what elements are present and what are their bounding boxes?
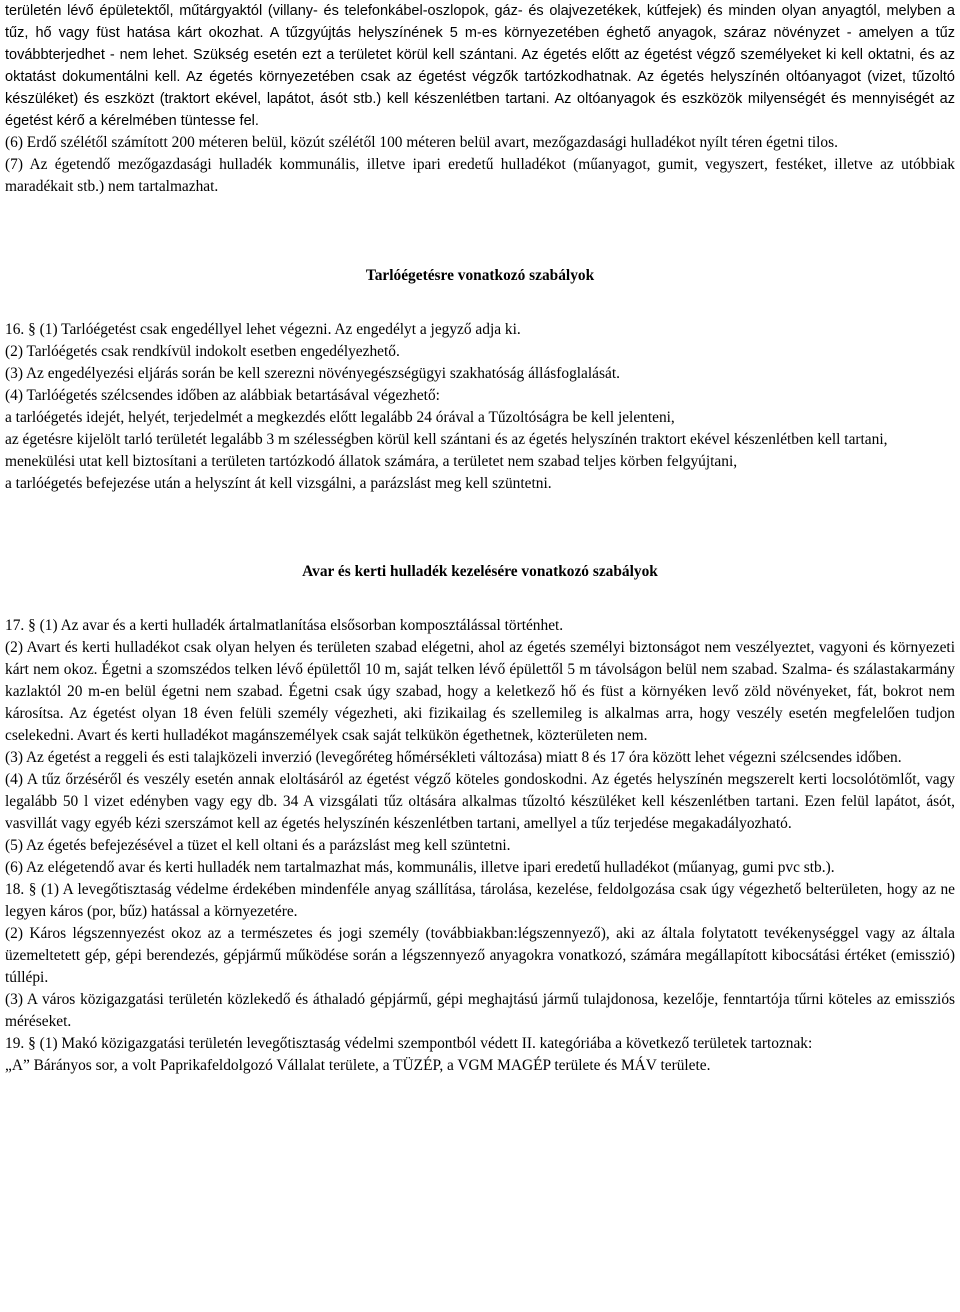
section-19-paragraph: 19. § (1) Makó közigazgatási területén levegőtisztaság védelmi szempontból védett II. kategóriába a következő területek tartoznak: (5, 1035, 813, 1052)
paragraph-6: (6) Erdő szélétől számított 200 méteren belül, közút szélétől 100 méteren belül avart, mezőgazdasági hulladékot nyílt téren égetni tilos. (5, 134, 838, 151)
list-item: a tarlóégetés idejét, helyét, terjedelmét a megkezdés előtt legalább 24 órával a Tűzoltóságra be kell jelenteni, (5, 409, 675, 426)
spacer (5, 198, 955, 265)
section-18-paragraph: (2) Káros légszennyezést okoz az a természetes és jogi személy (továbbiakban:légszennyező), aki az általa folytatott tevékenységgel vagy az általa üzemeltetett gép, gépi berendezés, gépjármű működése során a légszennyező anyagokra vonatkozó, számára megállapított kibocsátási értéket (emisszió) túllépi. (5, 925, 955, 986)
section-17-paragraph: (2) Avart és kerti hulladékot csak olyan helyen és területen szabad elégetni, ahol az égetés személyi biztonságot nem veszélyeztet, vagyoni és környezeti kárt nem okoz. Égetni a szomszédos telken lévő épülettől 10 m, saját telken lévő épülettől 5 m távolságon belül nem szabad. Szalma- és szálastakarmány kazlaktól 20 m-en belül égetni nem szabad. Égetni csak úgy szabad, hogy a keletkező hő és füst a környéken levő zöld növényeket, fát, bokrot nem károsítsa. Az égetést olyan 18 éven felüli személy végezheti, aki fizikailag és szellemileg is alkalmas arra, hogy veszély esetén megfelelően tudjon cselekedni. Avart és kerti hulladékot magánszemélyek csak saját telkükön égethetnek, közterületen nem. (5, 639, 955, 744)
section-18-paragraph: 18. § (1) A levegőtisztaság védelme érdekében mindenféle anyag szállítása, tárolása, kezelése, feldolgozása csak úgy végezhető belterületen, hogy az ne legyen káros (por, bűz) hatással a környezetére. (5, 881, 955, 920)
paragraph-7: (7) Az égetendő mezőgazdasági hulladék kommunális, illetve ipari eredetű hulladékot (műanyagot, gumit, vegyszert, festéket, illetve az utóbbiak maradékait stb.) nem tartalmazhat. (5, 156, 955, 195)
section-17-paragraph: (5) Az égetés befejezésével a tüzet el kell oltani és a parázslást meg kell szüntetni. (5, 837, 511, 854)
continuation-paragraph: területén lévő épületektől, műtárgyaktól (villany- és telefonkábel-oszlopok, gáz- és olajvezetékek, kútfejek) és minden olyan anyagtól, melyben a tűz, hő vagy füst hatása kárt okozhat. A tűzgyújtás helyszínének 5 m-es környezetében éghető anyagok, száraz növényzet - amelyen a tűz továbbterjedhet - nem lehet. Szükség esetén ezt a területet körül kell szántani. Az égetés előtt az égetést végző személyeket ki kell oktatni, és az oktatást dokumentálni kell. Az égetés környezetében csak az égetést végzők tartózkodhatnak. Az égetés helyszínén oltóanyagot (vizet, tűzoltó készüléket) és eszközt (traktort ekével, lapátot, ásót stb.) kell készenlétben tartani. Az oltóanyagok és eszközök milyenségét és mennyiségét az égetést kérő a kérelmében tüntesse fel. (5, 3, 955, 129)
section-19-paragraph: „A” Bárányos sor, a volt Paprikafeldolgozó Vállalat területe, a TÜZÉP, a VGM MAGÉP területe és MÁV területe. (5, 1057, 711, 1074)
section-17-paragraph: (4) A tűz őrzéséről és veszély esetén annak eloltásáról az égetést végző köteles gondoskodni. Az égetés helyszínén megszerelt kerti locsolótömlőt, vagy legalább 50 l vizet edényben vagy egy db. 34 A vizsgálati tűz oltására alkalmas tűzoltó készüléket kell készenlétben tartani. Ezen felül lapátot, ásót, vasvillát vagy egyéb kézi szerszámot kell az égetés helyszínén készenlétben tartani, amellyel a tűz terjedése megakadályozható. (5, 771, 955, 832)
section-16-line: (3) Az engedélyezési eljárás során be kell szerezni növényegészségügyi szakhatóság állásfoglalását. (5, 365, 620, 382)
section-17-paragraph: (3) Az égetést a reggeli és esti talajközeli inverzió (levegőréteg hőmérsékleti változása) miatt 8 és 17 óra között lehet végezni szélcsendes időben. (5, 749, 902, 766)
section-17-paragraph: 17. § (1) Az avar és a kerti hulladék ártalmatlanítása elsősorban komposztálással történhet. (5, 617, 564, 634)
list-item: menekülési utat kell biztosítani a területen tartózkodó állatok számára, a területet nem szabad teljes körben felgyújtani, (5, 453, 738, 470)
section-16-line: (2) Tarlóégetés csak rendkívül indokolt esetben engedélyezhető. (5, 343, 400, 360)
section-heading-avar: Avar és kerti hulladék kezelésére vonatkozó szabályok (302, 563, 658, 580)
spacer (5, 287, 955, 319)
section-17-paragraph: (6) Az elégetendő avar és kerti hulladék nem tartalmazhat más, kommunális, illetve ipari eredetű hulladékot (műanyag, gumi pvc stb.). (5, 859, 835, 876)
list-item: a tarlóégetés befejezése után a helyszínt át kell vizsgálni, a parázslást meg kell szüntetni. (5, 475, 552, 492)
section-heading-tarloegetes: Tarlóégetésre vonatkozó szabályok (365, 267, 595, 284)
spacer (5, 583, 955, 615)
list-item: az égetésre kijelölt tarló területét legalább 3 m szélességben körül kell szántani és az égetés helyszínén traktort ekével készenlétben kell tartani, (5, 431, 888, 448)
section-18-paragraph: (3) A város közigazgatási területén közlekedő és áthaladó gépjármű, gépi meghajtású jármű tulajdonosa, kezelője, fenntartója tűrni köteles az emissziós méréseket. (5, 991, 955, 1030)
section-16-line: 16. § (1) Tarlóégetést csak engedéllyel lehet végezni. Az engedélyt a jegyző adja ki. (5, 321, 521, 338)
spacer (5, 495, 955, 561)
section-16-line: (4) Tarlóégetés szélcsendes időben az alábbiak betartásával végezhető: (5, 387, 440, 404)
